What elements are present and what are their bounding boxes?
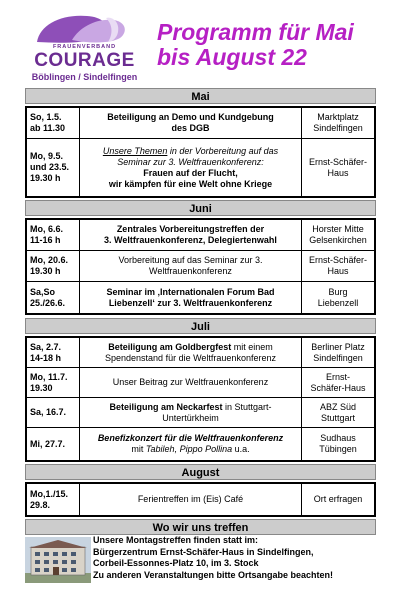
logo-org-line: FRAUENVERBAND (52, 44, 117, 50)
meeting-line-3: Corbeil-Essonnes-Platz 10, im 3. Stock (93, 558, 259, 568)
event-location: Ernst-Schäfer- Haus (308, 255, 368, 276)
event-location: Ort erfragen (313, 494, 363, 504)
section-header-mai: Mai (25, 88, 376, 104)
event-date: Mo, 9.5. und 23.5. 19.30 h (27, 139, 80, 196)
event-location: Burg Liebenzell (317, 286, 359, 308)
event-location: Ernst-Schäfer- Haus (308, 156, 368, 178)
event-date: Sa, 16.7. (27, 398, 80, 427)
table-row (27, 139, 374, 196)
event-description: Vorbereitung auf das Seminar zur 3. Weltfrauenkonferenz (80, 251, 302, 281)
event-location: Berliner Platz Sindelfingen (311, 341, 365, 363)
table-row (27, 251, 374, 282)
event-description: Seminar im ‚Internationalen Forum Bad Liebenzell‘ zur 3. Weltfrauenkonferenz (80, 282, 302, 313)
page-title (157, 20, 402, 70)
event-location: Ernst- Schäfer-Haus (310, 371, 366, 393)
event-description: Beteiligung an Demo und Kundgebung des DGB (80, 108, 302, 138)
section-header-juli: Juli (25, 318, 376, 334)
table-row (27, 220, 374, 251)
section-header-treffen: Wo wir uns treffen (25, 519, 376, 535)
event-date: Mo, 6.6. 11-16 h (27, 220, 80, 250)
meeting-line-4: Zu anderen Veranstaltungen bitte Ortsangabe beachten! (93, 569, 334, 580)
event-description: Ferientreffen im (Eis) Café (80, 484, 302, 515)
section-header-august: August (25, 464, 376, 480)
table-row (27, 428, 374, 460)
event-date: Mo, 20.6. 19.30 h (27, 251, 80, 281)
event-description: Beteiligung am Neckarfest in Stuttgart- Untertürkheim (80, 398, 302, 427)
event-date: Sa,So 25./26.6. (27, 282, 80, 313)
table-mai (25, 106, 376, 198)
event-description: Benefizkonzert für die Weltfrauenkonferenz mit Tabileh, Pippo Pollina u.a. (80, 428, 302, 460)
header (0, 0, 405, 88)
event-description: Zentrales Vorbereitungstreffen der 3. Weltfrauenkonferenz, Delegiertenwahl (80, 220, 302, 250)
event-location: ABZ Süd Stuttgart (319, 401, 357, 423)
building-photo-icon (25, 537, 91, 583)
event-date: Mo,1./15. 29.8. (27, 484, 80, 515)
table-row (27, 484, 374, 515)
table-juni (25, 218, 376, 315)
event-description: Unser Beitrag zur Weltfrauenkonferenz (80, 368, 302, 397)
table-august (25, 482, 376, 517)
event-date: Mo, 11.7. 19.30 (27, 368, 80, 397)
title-line-1: Programm für Mai (157, 19, 354, 45)
event-date: Sa, 2.7. 14-18 h (27, 338, 80, 367)
event-location: Sudhaus Tübingen (319, 433, 357, 454)
table-row (27, 338, 374, 368)
event-date: Mi, 27.7. (27, 428, 80, 460)
table-row (27, 368, 374, 398)
meeting-text (93, 535, 383, 581)
event-date: So, 1.5. ab 11.30 (27, 108, 80, 138)
women-profiles-icon (32, 12, 137, 46)
meeting-info (25, 535, 376, 595)
courage-logo (22, 12, 147, 84)
table-row (27, 398, 374, 428)
meeting-line-1: Unsere Montagstreffen finden statt im: (93, 535, 259, 545)
title-line-2: bis August 22 (157, 44, 307, 70)
event-location: Horster Mitte Gelsenkirchen (309, 224, 367, 245)
table-row (27, 282, 374, 313)
logo-name: COURAGE (34, 50, 135, 71)
logo-city: Böblingen / Sindelfingen (31, 72, 138, 82)
event-location: Marktplatz Sindelfingen (313, 112, 363, 133)
event-description: Unsere Themen in der Vorbereitung auf das Seminar zur 3. Weltfrauenkonferenz: Frauen auf der Flucht, wir kämpfen für eine Welt ohne Kriege (80, 139, 302, 196)
section-header-juni: Juni (25, 200, 376, 216)
table-juli (25, 336, 376, 462)
event-description: Beteiligung am Goldbergfest mit einem Spendenstand für die Weltfrauenkonferenz (80, 338, 302, 367)
meeting-line-2: Bürgerzentrum Ernst-Schäfer-Haus in Sindelfingen, (93, 546, 314, 557)
table-row (27, 108, 374, 139)
